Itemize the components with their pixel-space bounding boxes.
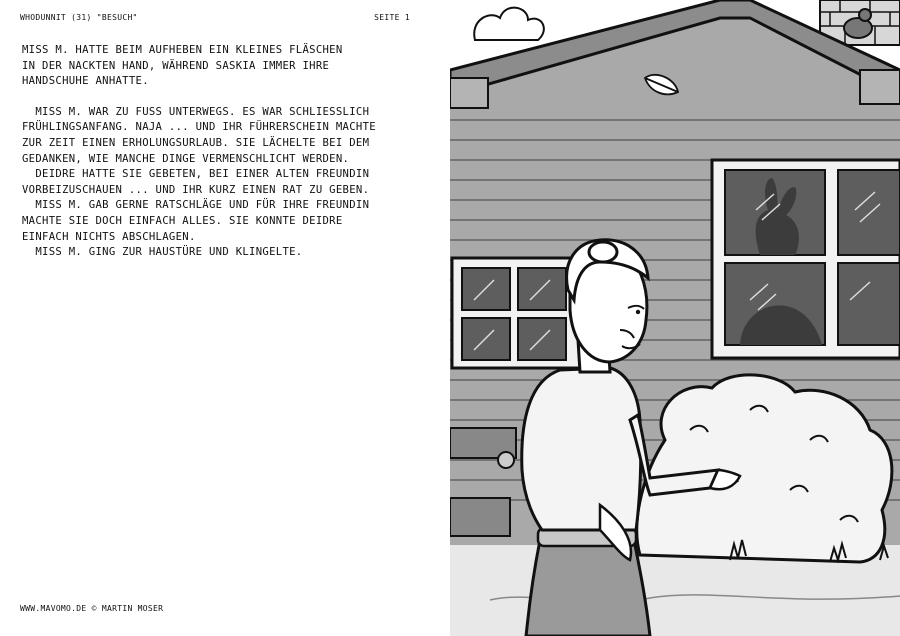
story-text — [22, 43, 422, 261]
illustration-svg — [450, 0, 900, 636]
comic-illustration — [450, 0, 900, 636]
story-line: IN DER NACKTEN HAND, WÄHREND SASKIA IMMER IHRE — [22, 59, 330, 72]
story-line: MISS M. WAR ZU FUSS UNTERWEGS. ES WAR SCHLIESSLICH — [22, 105, 370, 118]
story-line: MISS M. HATTE BEIM AUFHEBEN EIN KLEINES FLÄSCHEN — [22, 44, 343, 56]
window-icon — [712, 160, 900, 358]
story-line: HANDSCHUHE ANHATTE. — [22, 75, 149, 88]
copyright-footer: WWW.MAVOMO.DE © MARTIN MOSER — [20, 604, 164, 613]
page-header — [20, 13, 410, 27]
story-line: MISS M. GAB GERNE RATSCHLÄGE UND FÜR IHRE FREUNDIN — [22, 199, 370, 212]
story-line: DEIDRE HATTE SIE GEBETEN, BEI EINER ALTEN FREUNDIN — [22, 168, 370, 181]
story-title: WHODUNNIT (31) "BESUCH" — [20, 13, 138, 22]
story-line: MACHTE SIE DOCH EINFACH ALLES. SIE KONNTE DEIDRE — [22, 214, 343, 227]
page-number: SEITE 1 — [374, 13, 410, 22]
story-line: ZUR ZEIT EINEN ERHOLUNGSURLAUB. SIE LÄCHELTE BEI DEM — [22, 136, 370, 149]
story-line: MISS M. GING ZUR HAUSTÜRE UND KLINGELTE. — [22, 246, 303, 259]
story-line: GEDANKEN, WIE MANCHE DINGE VERMENSCHLICHT WERDEN. — [22, 152, 350, 165]
story-line: EINFACH NICHTS ABSCHLAGEN. — [22, 230, 196, 243]
story-line: FRÜHLINGSANFANG. NAJA ... UND IHR FÜHRERSCHEIN MACHTE — [22, 121, 376, 134]
window-icon — [452, 258, 580, 368]
story-line: VORBEIZUSCHAUEN ... UND IHR KURZ EINEN RAT ZU GEBEN. — [22, 183, 370, 196]
